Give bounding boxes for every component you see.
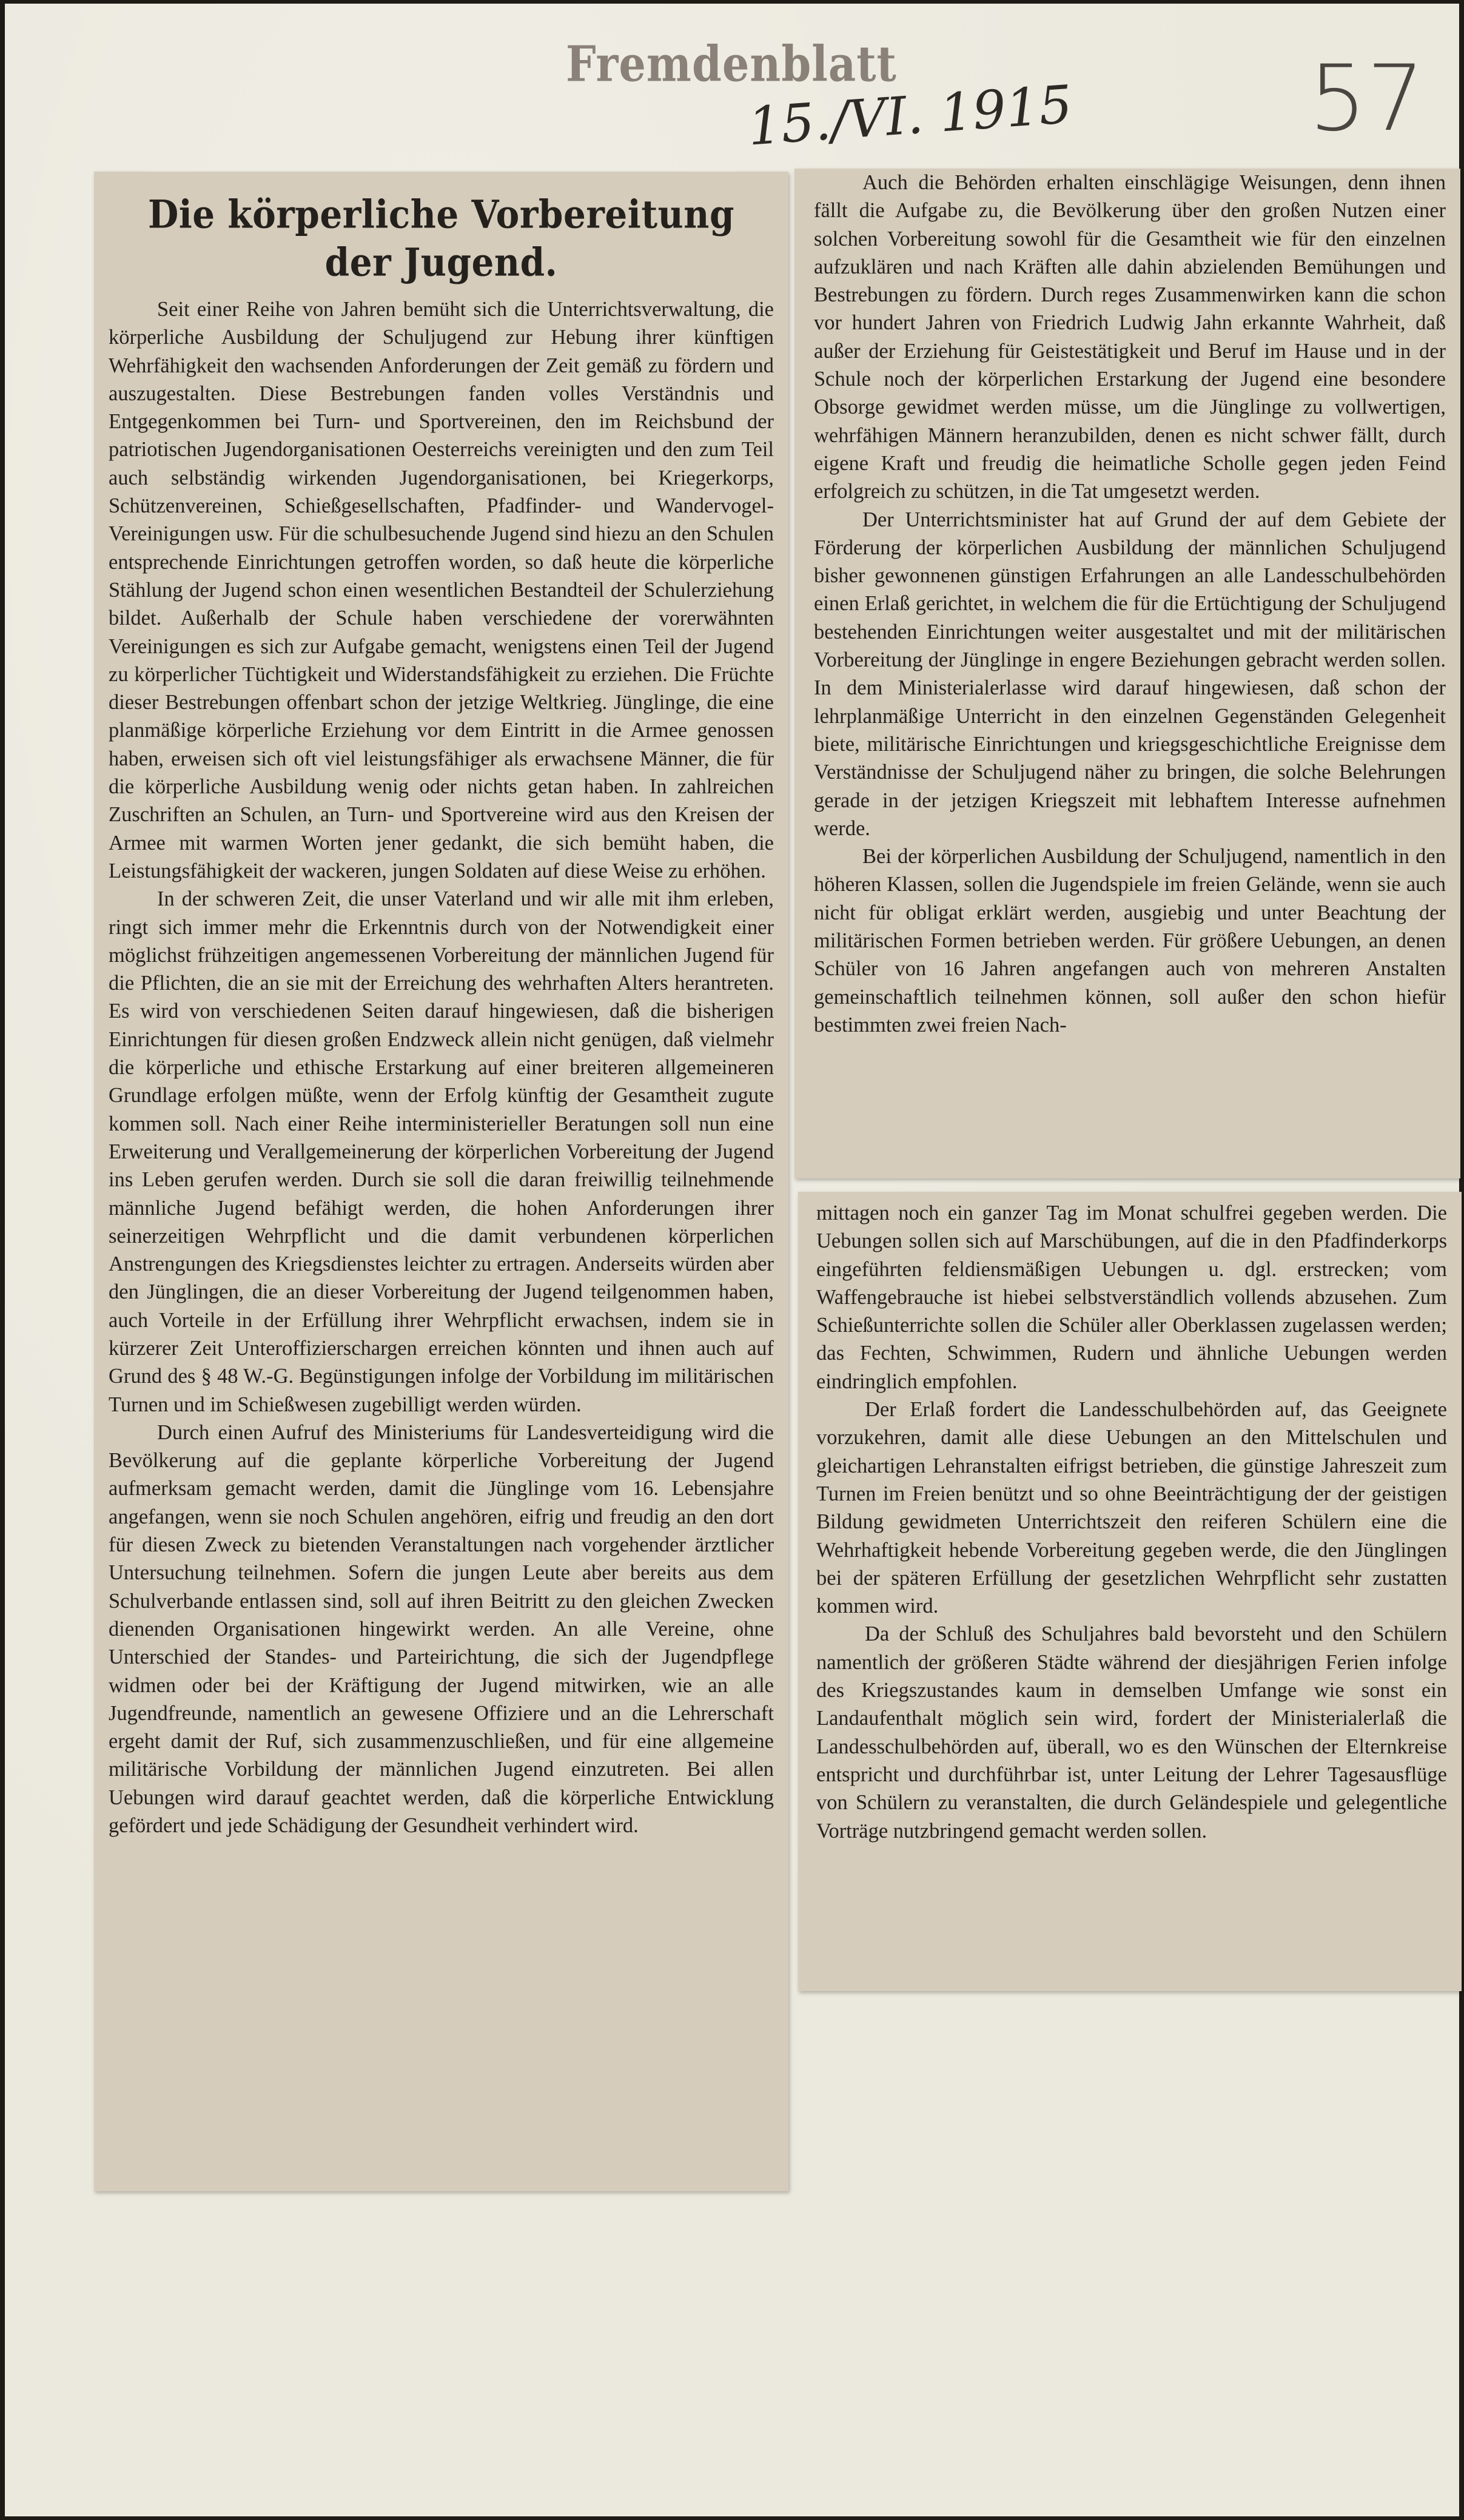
handwritten-date: 15./VI. 1915 xyxy=(746,74,1075,158)
clipping-left-column xyxy=(94,172,788,2191)
left-paragraph-3: Durch einen Aufruf des Ministeriums für Landesverteidigung wird die Bevölkerung auf die geplante körperliche Vorbereitung der Jugend aufmerksam gemacht werden, damit die Jünglinge vom 16. Lebensjahre angefangen, wenn sie noch Schulen angehören, eifrig und freudig an den dort für diesen Zweck zu bietenden Veranstaltungen nach vorgehender ärztlicher Untersuchung teilnehmen. Sofern die jungen Leute aber bereits aus dem Schulverbande entlassen sind, soll auf ihren Beitritt zu den gleichen Zwecken dienenden Organisationen hingewirkt werden. An alle Vereine, ohne Unterschied der Standes- und Parteirichtung, die sich der Jugendpflege widmen oder bei der Kräftigung der Jugend mitwirken, wie an alle Jugendfreunde, namentlich an gewesene Offiziere und an die Lehrerschaft ergeht damit der Ruf, sich zusammenzuschließen, und für eine allgemeine militärische Vorbildung der männlichen Jugend einzutreten. Bei allen Uebungen wird darauf geachtet werden, daß die körperliche Entwicklung gefördert und jede Schädigung der Gesundheit verhindert wird. xyxy=(109,1420,774,1838)
clipping-right-bottom-column xyxy=(798,1192,1462,1991)
clipping-right-top-column xyxy=(794,169,1460,1178)
right-bottom-paragraph-1: mittagen noch ein ganzer Tag im Monat schulfrei gegeben werden. Die Uebungen sollen sich auf Marschübungen, auf die in den Pfadfinderkorps eingeführten feldiensmäßigen Uebungen u. dgl. erstrecken; vom Waffengebrauche ist hiebei selbstverständlich vollends abzusehen. Zum Schießunterrichte sollen die Schüler aller Oberklassen zugelassen werden; das Fechten, Schwimmen, Rudern und ähnliche Uebungen werden eindringlich empfohlen. xyxy=(816,1201,1447,1393)
left-paragraph-1: Seit einer Reihe von Jahren bemüht sich die Unterrichtsverwaltung, die körperliche Ausbildung der Schuljugend zur Hebung ihrer künftigen Wehrfähigkeit den wachsenden Anforderungen der Zeit gemäß zu fördern und auszugestalten. Diese Bestrebungen fanden volles Verständnis und Entgegenkommen bei Turn- und Sportvereinen, den im Reichsbund der patriotischen Jugendorganisationen Oesterreichs vereinigten und den zum Teil auch selbständig wirkenden Jugendorganisationen, bei Kriegerkorps, Schützenvereinen, Schießgesellschaften, Pfadfinder- und Wandervogel-Vereinigungen usw. Für die schulbesuchende Jugend sind hiezu an den Schulen entsprechende Einrichtungen getroffen worden, so daß heute die körperliche Stählung der Jugend schon einen wesentlichen Bestandteil der Schulerziehung bildet. Außerhalb der Schule haben verschiedene der vorerwähnten Vereinigungen es sich zur Aufgabe gemacht, wenigstens einen Teil der Jugend zu körperlicher Tüchtigkeit und Widerstandsfähigkeit zu erziehen. Die Früchte dieser Bestrebungen offenbart schon der jetzige Weltkrieg. Jünglinge, die eine planmäßige körperliche Erziehung vor dem Eintritt in die Armee genossen haben, erweisen sich oft viel leistungsfähiger als erwachsene Männer, die für die körperliche Ausbildung wenig oder nichts getan haben. In zahlreichen Zuschriften an Schulen, an Turn- und Sportvereine wird aus den Kreisen der Armee mit warmen Worten jener gedankt, die sich bemüht haben, die Leistungsfähigkeit der wackeren, jungen Soldaten auf diese Weise zu erhöhen. xyxy=(109,298,774,882)
right-top-paragraph-3: Bei der körperlichen Ausbildung der Schuljugend, namentlich in den höheren Klassen, sollen die Jugendspiele im freien Gelände, wenn sie auch nicht für obligat erklärt werden, ausgiebig und unter Beachtung der militärischen Formen betrieben werden. Für größere Uebungen, an denen Schüler von 16 Jahren angefangen auch von mehreren Anstalten gemeinschaftlich teilnehmen können, soll außer den schon hiefür bestimmten zwei freien Nach- xyxy=(814,845,1446,1037)
left-paragraph-2: In der schweren Zeit, die unser Vaterland und wir alle mit ihm erleben, ringt sich immer mehr die Erkenntnis durch von der Notwendigkeit einer möglichst frühzeitigen angemessenen Vorbereitung der männlichen Jugend für die Pflichten, die an sie mit der Erreichung des wehrhaften Alters herantreten. Es wird von verschiedenen Seiten darauf hingewiesen, daß die bisherigen Einrichtungen für diesen großen Endzweck allein nicht genügen, daß vielmehr die körperliche und ethische Erstarkung auf einer breiteren allgemeineren Grundlage erfolgen müßte, wenn der Erfolg künftig der Gesamtheit zugute kommen soll. Nach einer Reihe interministerieller Beratungen soll nun eine Erweiterung und Verallgemeinerung der körperlichen Vorbereitung der Jugend ins Leben gerufen werden. Durch sie soll die daran freiwillig teilnehmende männliche Jugend befähigt werden, die hohen Anforderungen ihrer seinerzeitigen Wehrpflicht und die damit verbundenen körperlichen Anstrengungen des Kriegsdienstes leichter zu ertragen. Anderseits würden aber den Jünglingen, die an dieser Vorbereitung der Jugend teilgenommen haben, auch Vorteile in der Erfüllung ihrer Wehrpflicht erwachsen, indem sie in kürzerer Zeit Unteroffizierschargen erreichen könnten und ihnen auch auf Grund des § 48 W.-G. Begünstigungen infolge der Vorbildung im militärischen Turnen und im Schießwesen zugebilligt werden würden. xyxy=(109,887,774,1416)
newspaper-stamp: Fremdenblatt xyxy=(566,35,897,93)
right-bottom-paragraph-3: Da der Schluß des Schuljahres bald bevorsteht und den Schülern namentlich der größeren Städte während der diesjährigen Ferien infolge des Kriegszustandes kaum in demselben Umfange wie sonst ein Landaufenthalt möglich sein wird, fordert der Ministerialerlaß die Landesschulbehörden auf, überall, wo es den Wünschen der Elternkreise entspricht und durchführbar ist, unter Leitung der Lehrer Tagesausflüge von Schülern zu veranstalten, die durch Geländespiele und gelegentliche Vorträge nutzbringend gemacht werden sollen. xyxy=(816,1622,1447,1843)
right-top-paragraph-1: Auch die Behörden erhalten einschlägige Weisungen, denn ihnen fällt die Aufgabe zu, die Bevölkerung über den großen Nutzen einer solchen Vorbereitung sowohl für die Gesamtheit wie für den einzelnen aufzuklären und nach Kräften alle dahin abzielenden Bemühungen und Bestrebungen zu fördern. Durch reges Zusammenwirken kann die schon vor hundert Jahren von Friedrich Ludwig Jahn erkannte Wahrheit, daß außer der Erziehung für Geistestätigkeit und Beruf im Hause und in der Schule noch der körperlichen Erstarkung der Jugend eine besondere Obsorge gewidmet werden müsse, um die Jünglinge zu vollwertigen, wehrfähigen Männern heranzubilden, denen es nicht schwer fällt, durch eigene Kraft und freudig die heimatliche Scholle gegen jeden Feind erfolgreich zu schützen, in die Tat umgesetzt werden. xyxy=(814,171,1446,503)
handwritten-page-number: 57 xyxy=(1309,46,1425,152)
right-top-paragraph-2: Der Unterrichtsminister hat auf Grund der auf dem Gebiete der Förderung der körperlichen Ausbildung der männlichen Schuljugend bisher gewonnenen günstigen Erfahrungen an alle Landesschulbehörden einen Erlaß gerichtet, in welchem die für die Ertüchtigung der Schuljugend bestehenden Einrichtungen weiter ausgestaltet und mit der militärischen Vorbereitung der Jünglinge in engere Beziehungen gebracht werden sollen. In dem Ministerialerlasse wird darauf hingewiesen, daß schon der lehrplanmäßige Unterricht in den einzelnen Gegenständen Gelegenheit biete, militärische Einrichtungen und kriegsgeschichtliche Ereignisse dem Verständnisse der Schuljugend näher zu bringen, die solche Belehrungen gerade in der jetzigen Kriegszeit mit lebhaftem Interesse aufnehmen werde. xyxy=(814,508,1446,840)
right-bottom-paragraph-2: Der Erlaß fordert die Landesschulbehörden auf, das Geeignete vorzukehren, damit alle diese Uebungen an den Mittelschulen und gleichartigen Lehranstalten eifrigst betrieben, die günstige Jahreszeit zum Turnen im Freien benützt und so ohne Beeinträchtigung der der geistigen Bildung gewidmeten Unterrichtszeit den reiferen Schülern eine die Wehrhaftigkeit hebende Vorbereitung gegeben werde, die den Jünglingen bei der späteren Erfüllung der gesetzlichen Wehrpflicht sehr zustatten kommen wird. xyxy=(816,1398,1447,1618)
article-headline: Die körperliche Vorbereitung der Jugend. xyxy=(147,192,735,285)
